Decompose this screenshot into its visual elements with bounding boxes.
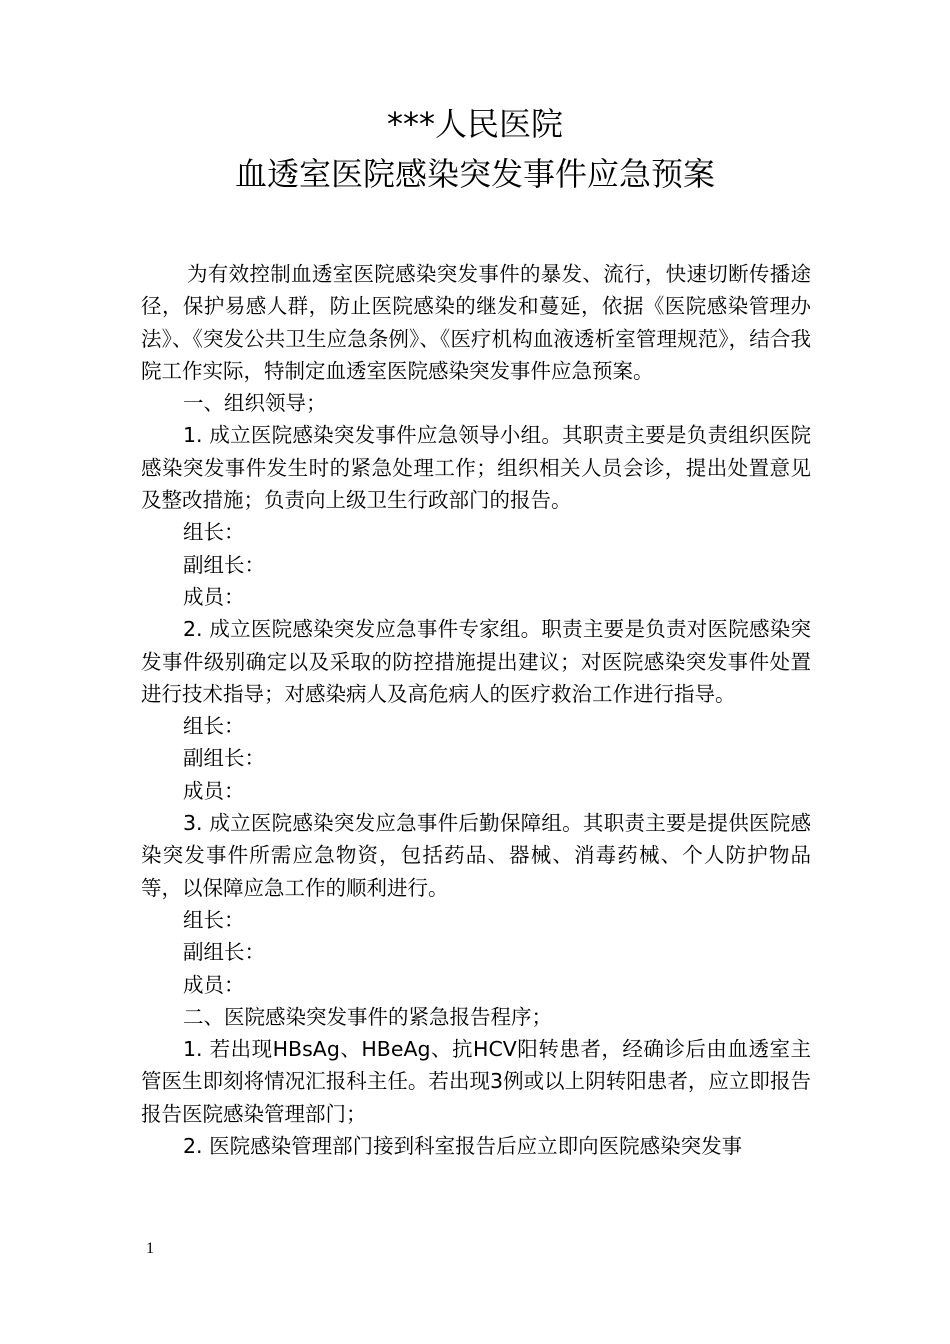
group3-members: 成员：: [183, 972, 245, 997]
group2-leader: 组长：: [183, 714, 245, 739]
intro-paragraph: 为有效控制血透室医院感染突发事件的暴发、流行，快速切断传播途径，保护易感人群，防止医院感染的继发和蔓延，依据《医院感染管理办法》、《突发公共卫生应急条例》、《医疗机构血液透析室管理规范》，结合我院工作实际，特制定血透室医院感染突发事件应急预案。: [141, 262, 811, 383]
document-body: [141, 258, 811, 1162]
section2-item2: 2. 医院感染管理部门接到科室报告后应立即向医院感染突发事: [183, 1134, 743, 1159]
section2-heading: 二、医院感染突发事件的紧急报告程序；: [183, 1004, 552, 1029]
page-number: 1: [146, 1240, 154, 1257]
section2-item1: 1. 若出现HBsAg、HBeAg、抗HCV阳转患者，经确诊后由血透室主管医生即刻将情况汇报科主任。若出现3例或以上阴转阳患者，应立即报告报告医院感染管理部门；: [141, 1037, 811, 1126]
section1-heading: 一、组织领导；: [183, 391, 327, 416]
group1-leader: 组长：: [183, 520, 245, 545]
group1-members: 成员：: [183, 584, 245, 609]
group1-paragraph: 1. 成立医院感染突发事件应急领导小组。其职责主要是负责组织医院感染突发事件发生时的紧急处理工作；组织相关人员会诊，提出处置意见及整改措施；负责向上级卫生行政部门的报告。: [141, 423, 811, 513]
group3-leader: 组长：: [183, 907, 245, 932]
group2-deputy: 副组长：: [183, 746, 265, 771]
group3-paragraph: 3. 成立医院感染突发应急事件后勤保障组。其职责主要是提供医院感染突发事件所需应急物资，包括药品、器械、消毒药械、个人防护物品等，以保障应急工作的顺利进行。: [141, 811, 811, 900]
document-title-plan: 血透室医院感染突发事件应急预案: [234, 155, 715, 193]
group3-deputy: 副组长：: [183, 940, 265, 965]
group1-deputy: 副组长：: [183, 552, 265, 577]
document-title-hospital: ***人民医院: [386, 105, 563, 143]
group2-members: 成员：: [183, 778, 245, 803]
group2-paragraph: 2. 成立医院感染突发应急事件专家组。职责主要是负责对医院感染突发事件级别确定以及采取的防控措施提出建议；对医院感染突发事件处置进行技术指导；对感染病人及高危病人的医疗救治工作进行指导。: [141, 617, 811, 706]
